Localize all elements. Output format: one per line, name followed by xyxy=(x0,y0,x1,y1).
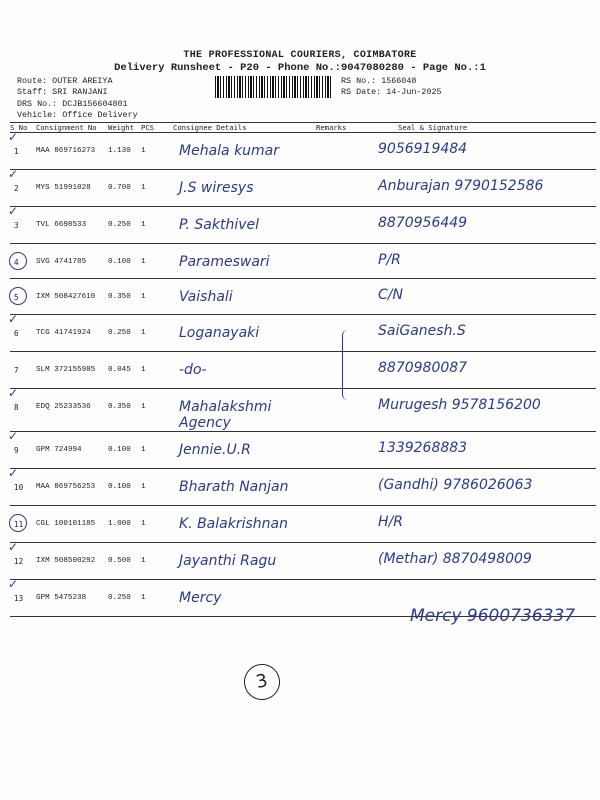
row-weight xyxy=(108,389,141,432)
row-signature xyxy=(368,432,596,469)
row-signature-text: Murugesh 9578156200 xyxy=(378,397,541,413)
row-pcs xyxy=(141,315,173,352)
row-consignee-text: P. Sakthivel xyxy=(179,217,260,233)
row-sno-text: 5 xyxy=(14,293,19,302)
row-pcs xyxy=(141,170,173,207)
row-sno xyxy=(10,506,36,543)
mercy-signature: Mercy 9600736337 xyxy=(410,606,576,626)
row-consignment xyxy=(36,170,108,207)
row-consignment xyxy=(36,506,108,543)
row-weight-text: 0.350 xyxy=(108,403,131,411)
row-weight xyxy=(108,432,141,469)
row-consignee-text: K. Balakrishnan xyxy=(179,516,288,532)
row-consignee-text: J.S wiresys xyxy=(179,180,254,196)
row-consignment xyxy=(36,133,108,170)
row-pcs-text: 1 xyxy=(141,329,146,337)
row-signature-text: SaiGanesh.S xyxy=(378,323,466,339)
row-consignee xyxy=(173,580,316,617)
row-pcs-text: 1 xyxy=(141,147,146,155)
row-weight-text: 1.130 xyxy=(108,147,131,155)
row-consignment-text: SVG 4741785 xyxy=(36,258,87,266)
row-remarks xyxy=(316,506,368,543)
row-sno-text: 12 xyxy=(14,557,24,566)
table-row xyxy=(10,133,596,170)
row-pcs-text: 1 xyxy=(141,221,146,229)
row-sno xyxy=(8,466,36,506)
row-consignee-text: -do- xyxy=(179,362,207,378)
row-signature xyxy=(368,506,596,543)
row-weight-text: 0.100 xyxy=(108,446,131,454)
row-pcs xyxy=(141,133,173,170)
row-consignment xyxy=(36,352,108,389)
row-consignee xyxy=(173,315,316,352)
row-signature-text: (Gandhi) 9786026063 xyxy=(378,477,533,493)
rs-no: RS No.: 1566048 xyxy=(341,76,417,86)
row-signature xyxy=(368,315,596,352)
row-consignment-text: EDQ 25233536 xyxy=(36,403,91,411)
row-consignee xyxy=(173,170,316,207)
col-consignee: Consignee Details xyxy=(173,123,316,133)
row-consignee-text: Jennie.U.R xyxy=(179,442,251,458)
row-consignment xyxy=(36,432,108,469)
row-pcs xyxy=(141,469,173,506)
row-consignment-text: MAA 869716273 xyxy=(36,147,96,155)
row-signature xyxy=(368,469,596,506)
check-mark-icon: ✓ xyxy=(8,130,19,144)
row-weight-text: 0.700 xyxy=(108,184,131,192)
row-signature xyxy=(368,207,596,244)
row-pcs xyxy=(141,279,173,315)
table-row xyxy=(10,315,596,352)
table-row xyxy=(10,506,596,543)
row-pcs xyxy=(141,352,173,389)
circle-mark xyxy=(9,287,27,305)
row-pcs xyxy=(141,207,173,244)
row-sno-text: 3 xyxy=(14,221,19,230)
row-weight xyxy=(108,170,141,207)
row-consignee xyxy=(173,432,316,469)
row-consignment-text: TVL 6698533 xyxy=(36,221,87,229)
row-consignment xyxy=(36,244,108,279)
drs-label: DRS No.: DCJB156604801 xyxy=(17,99,128,109)
row-weight xyxy=(108,506,141,543)
row-signature-text: P/R xyxy=(378,252,401,268)
row-sno xyxy=(10,244,36,279)
row-remarks xyxy=(316,469,368,506)
row-consignee-text: Mehala kumar xyxy=(179,143,280,159)
col-signature: Seal & Signature xyxy=(368,123,596,133)
table-row xyxy=(10,207,596,244)
check-mark-icon: ✓ xyxy=(8,204,19,218)
row-remarks xyxy=(316,170,368,207)
row-pcs-text: 1 xyxy=(141,446,146,454)
col-sno: S No xyxy=(10,123,36,133)
circle-mark xyxy=(9,514,27,532)
row-sno xyxy=(10,352,36,389)
row-consignment-text: SLM 372155985 xyxy=(36,366,96,374)
row-weight-text: 0.045 xyxy=(108,366,131,374)
brace-mark xyxy=(342,330,353,400)
row-signature xyxy=(368,133,596,170)
row-signature xyxy=(368,543,596,580)
row-consignment-text: GPM 724994 xyxy=(36,446,82,454)
row-consignee xyxy=(173,506,316,543)
row-sno-text: 11 xyxy=(14,520,24,529)
row-remarks xyxy=(316,543,368,580)
row-pcs-text: 1 xyxy=(141,366,146,374)
rs-date: RS Date: 14-Jun-2025 xyxy=(341,87,442,97)
table-row xyxy=(10,389,596,432)
table-row xyxy=(10,170,596,207)
row-signature xyxy=(368,170,596,207)
check-mark-icon: ✓ xyxy=(8,466,19,480)
row-sno xyxy=(8,577,36,617)
row-signature xyxy=(368,244,596,279)
row-sno-text: 8 xyxy=(14,403,19,412)
row-sno-text: 7 xyxy=(14,366,19,375)
row-pcs xyxy=(141,244,173,279)
row-consignment xyxy=(36,279,108,315)
row-sno xyxy=(8,429,36,469)
row-sno xyxy=(8,540,36,580)
row-consignment xyxy=(36,315,108,352)
row-signature-text: 1339268883 xyxy=(378,440,468,456)
row-consignee xyxy=(173,469,316,506)
row-consignee-text: Parameswari xyxy=(179,254,270,270)
row-pcs-text: 1 xyxy=(141,184,146,192)
row-consignee xyxy=(173,133,316,170)
row-consignment xyxy=(36,580,108,617)
row-signature-text: 8870956449 xyxy=(378,215,468,231)
route-label: Route: OUTER AREIYA xyxy=(17,76,113,86)
barcode xyxy=(215,76,333,98)
runsheet-table xyxy=(10,122,596,617)
row-pcs-text: 1 xyxy=(141,403,146,411)
row-signature-text: Anburajan 9790152586 xyxy=(378,178,544,194)
row-weight xyxy=(108,315,141,352)
row-consignment xyxy=(36,543,108,580)
row-sno xyxy=(8,312,36,352)
row-signature-text: 9056919484 xyxy=(378,141,468,157)
row-sno xyxy=(8,386,36,432)
col-weight: Weight xyxy=(108,123,141,133)
row-weight-text: 0.100 xyxy=(108,483,131,491)
row-sno-text: 9 xyxy=(14,446,19,455)
row-remarks xyxy=(316,279,368,315)
row-consignment xyxy=(36,469,108,506)
row-consignee xyxy=(173,352,316,389)
row-weight xyxy=(108,279,141,315)
row-weight-text: 0.250 xyxy=(108,329,131,337)
row-consignment-text: GPM 5475238 xyxy=(36,594,87,602)
table-row xyxy=(10,279,596,315)
table-row xyxy=(10,244,596,279)
row-consignment xyxy=(36,389,108,432)
row-consignment-text: MYS 51991028 xyxy=(36,184,91,192)
row-pcs xyxy=(141,580,173,617)
row-weight xyxy=(108,133,141,170)
row-weight-text: 0.250 xyxy=(108,221,131,229)
row-weight xyxy=(108,244,141,279)
table-row xyxy=(10,543,596,580)
col-remarks: Remarks xyxy=(316,123,368,133)
row-weight xyxy=(108,469,141,506)
check-mark-icon: ✓ xyxy=(8,386,19,400)
row-weight-text: 0.250 xyxy=(108,594,131,602)
row-weight xyxy=(108,352,141,389)
check-mark-icon: ✓ xyxy=(8,540,19,554)
row-weight xyxy=(108,543,141,580)
col-consignment: Consignment No xyxy=(36,123,108,133)
row-consignee xyxy=(173,244,316,279)
row-signature xyxy=(368,389,596,432)
row-consignee-text: Vaishali xyxy=(179,289,233,305)
row-signature-text: C/N xyxy=(378,287,403,303)
row-consignee xyxy=(173,389,316,432)
row-consignee-text: Jayanthi Ragu xyxy=(179,553,277,569)
row-consignment xyxy=(36,207,108,244)
runsheet-title: Delivery Runsheet - P20 - Phone No.:9047080280 - Page No.:1 xyxy=(114,62,486,74)
page-number-mark: 3 xyxy=(241,661,284,704)
row-pcs xyxy=(141,506,173,543)
row-weight-text: 1.000 xyxy=(108,520,131,528)
row-sno-text: 13 xyxy=(14,594,24,603)
row-pcs-text: 1 xyxy=(141,594,146,602)
table-row xyxy=(10,352,596,389)
row-signature-text: (Methar) 8870498009 xyxy=(378,551,532,567)
row-consignee xyxy=(173,207,316,244)
table-header-row xyxy=(10,123,596,133)
row-consignee-text: Mahalakshmi Agency xyxy=(179,399,272,431)
row-pcs-text: 1 xyxy=(141,557,146,565)
row-pcs-text: 1 xyxy=(141,293,146,301)
row-remarks xyxy=(316,133,368,170)
row-remarks xyxy=(316,432,368,469)
table-row xyxy=(10,432,596,469)
row-consignee xyxy=(173,543,316,580)
vehicle-label: Vehicle: Office Delivery xyxy=(17,110,138,120)
col-pcs: PCS xyxy=(141,123,173,133)
row-pcs-text: 1 xyxy=(141,520,146,528)
row-pcs-text: 1 xyxy=(141,258,146,266)
check-mark-icon: ✓ xyxy=(8,577,19,591)
row-remarks xyxy=(316,580,368,617)
row-weight-text: 0.100 xyxy=(108,258,131,266)
row-pcs xyxy=(141,389,173,432)
row-sno xyxy=(8,130,36,170)
row-consignment-text: TCG 41741924 xyxy=(36,329,91,337)
staff-label: Staff: SRI RANJANI xyxy=(17,87,108,97)
row-signature-text: 8870980087 xyxy=(378,360,468,376)
check-mark-icon: ✓ xyxy=(8,312,19,326)
row-consignee xyxy=(173,279,316,315)
row-sno-text: 6 xyxy=(14,329,19,338)
company-title: THE PROFESSIONAL COURIERS, COIMBATORE xyxy=(183,50,417,61)
row-consignment-text: IXM 508427610 xyxy=(36,293,96,301)
row-sno-text: 1 xyxy=(14,147,19,156)
row-pcs xyxy=(141,543,173,580)
row-weight-text: 0.350 xyxy=(108,293,131,301)
row-pcs xyxy=(141,432,173,469)
row-sno-text: 4 xyxy=(14,258,19,267)
circle-mark xyxy=(9,252,27,270)
check-mark-icon: ✓ xyxy=(8,167,19,181)
row-weight-text: 0.500 xyxy=(108,557,131,565)
row-pcs-text: 1 xyxy=(141,483,146,491)
row-signature-text: H/R xyxy=(378,514,403,530)
row-sno xyxy=(8,167,36,207)
row-consignment-text: MAA 869756253 xyxy=(36,483,96,491)
row-sno-text: 2 xyxy=(14,184,19,193)
row-remarks xyxy=(316,244,368,279)
row-consignee-text: Bharath Nanjan xyxy=(179,479,289,495)
row-consignment-text: CGL 100101185 xyxy=(36,520,96,528)
row-consignment-text: IXM 508500292 xyxy=(36,557,96,565)
table-row xyxy=(10,469,596,506)
row-signature xyxy=(368,279,596,315)
row-signature xyxy=(368,352,596,389)
check-mark-icon: ✓ xyxy=(8,429,19,443)
row-weight xyxy=(108,580,141,617)
row-consignee-text: Loganayaki xyxy=(179,325,260,341)
row-consignee-text: Mercy xyxy=(179,590,222,606)
row-sno-text: 10 xyxy=(14,483,24,492)
row-sno xyxy=(10,279,36,315)
row-remarks xyxy=(316,207,368,244)
row-sno xyxy=(8,204,36,244)
row-weight xyxy=(108,207,141,244)
